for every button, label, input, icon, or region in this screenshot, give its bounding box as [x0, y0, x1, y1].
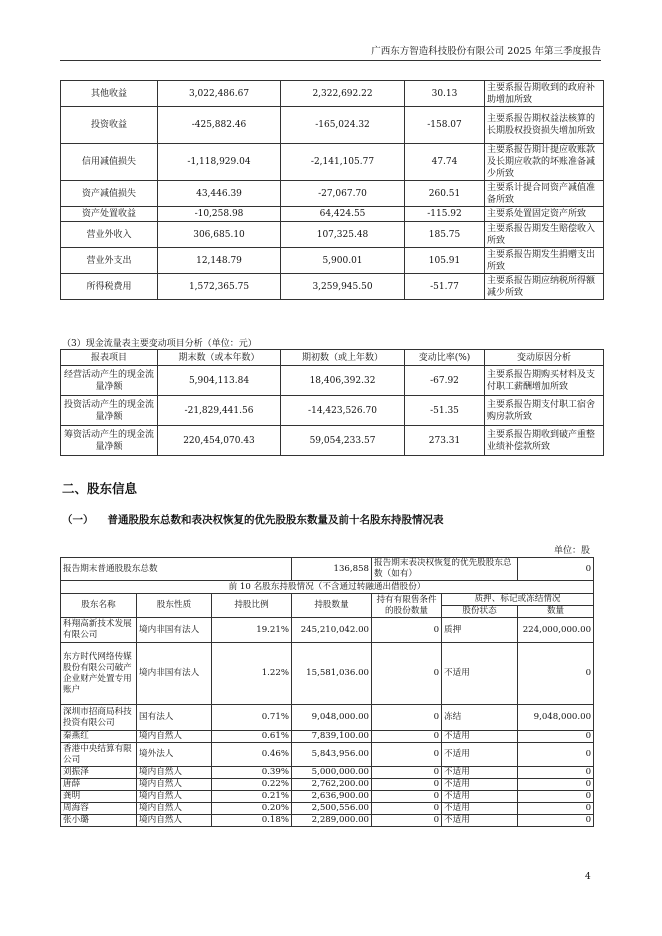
table-row [61, 767, 594, 779]
income-cell: 主要系报告期应纳税所得额减少所致 [485, 274, 604, 300]
cashflow-cell: 筹资活动产生的现金流量净额 [61, 426, 158, 456]
cashflow-table [60, 349, 604, 456]
header-rule [60, 60, 601, 61]
shareholder-cell: 不适用 [442, 815, 518, 827]
shareholder-cell: 0.71% [212, 705, 292, 731]
table-row [61, 815, 594, 827]
shareholder-cell: 0 [518, 767, 594, 779]
header-status: 股份状态 [442, 606, 518, 618]
income-cell: -51.77 [405, 274, 485, 300]
table-row [61, 274, 604, 300]
shareholder-cell: 秦燕红 [61, 731, 137, 743]
page-number: 4 [585, 872, 591, 882]
table-row [61, 791, 594, 803]
shareholder-cell: 不适用 [442, 803, 518, 815]
income-cell: 105.91 [405, 248, 485, 274]
shareholder-cell: 境内自然人 [137, 767, 212, 779]
cashflow-header: 期初数（或上年数） [281, 350, 405, 366]
income-cell: 3,022,486.67 [158, 81, 281, 107]
table-row [61, 618, 594, 643]
shareholder-cell: 0 [372, 779, 442, 791]
shareholder-cell: 0 [372, 643, 442, 705]
header-restricted: 持有有限售条件的股份数量 [372, 594, 442, 618]
shareholder-cell: 245,210,042.00 [292, 618, 372, 643]
cashflow-header: 变动比率(%) [405, 350, 485, 366]
cashflow-note: （3）现金流量表主要变动项目分析（单位：元） [62, 339, 257, 349]
header-nature: 股东性质 [137, 594, 212, 618]
shareholder-cell: 0.22% [212, 779, 292, 791]
income-cell: 主要系处置固定资产所致 [485, 207, 604, 222]
shareholder-cell: 224,000,000.00 [518, 618, 594, 643]
shareholder-cell: 0 [372, 731, 442, 743]
shareholder-cell: 0.46% [212, 743, 292, 767]
shareholder-cell: 0 [372, 791, 442, 803]
income-cell: -1,118,929.04 [158, 144, 281, 181]
shareholder-cell: 刘振泽 [61, 767, 137, 779]
shareholder-cell: 19.21% [212, 618, 292, 643]
shareholder-cell: 0 [372, 815, 442, 827]
shareholder-cell: 0 [372, 618, 442, 643]
shareholder-cell: 周海容 [61, 803, 137, 815]
table-row [61, 248, 604, 274]
total-shareholders-value: 136,858 [292, 558, 372, 581]
header-qty: 持股数量 [292, 594, 372, 618]
cashflow-cell: -14,423,526.70 [281, 396, 405, 426]
cashflow-cell: -21,829,441.56 [158, 396, 281, 426]
subsection-number: （一） [62, 514, 94, 526]
shareholder-cell: 0 [372, 767, 442, 779]
income-cell: 5,900.01 [281, 248, 405, 274]
table-row [61, 207, 604, 222]
shareholder-cell: 2,500,556.00 [292, 803, 372, 815]
income-cell: 260.51 [405, 181, 485, 207]
table-row [61, 107, 604, 144]
shareholder-cell: 境内自然人 [137, 779, 212, 791]
cashflow-cell: 主要系报告期购买材料及支付职工薪酬增加所致 [485, 366, 604, 396]
shareholder-cell: 0 [518, 743, 594, 767]
shareholder-cell: 9,048,000.00 [518, 705, 594, 731]
shareholder-cell: 0.20% [212, 803, 292, 815]
shareholder-cell: 张小璐 [61, 815, 137, 827]
shareholder-cell: 深圳市招商局科技投资有限公司 [61, 705, 137, 731]
income-cell: 30.13 [405, 81, 485, 107]
shareholder-cell: 东方时代网络传媒股份有限公司破产企业财产处置专用账户 [61, 643, 137, 705]
income-cell: 主要系报告期权益法核算的长期股权投资损失增加所致 [485, 107, 604, 144]
income-cell: 信用减值损失 [61, 144, 158, 181]
cashflow-cell: 主要系报告期支付职工宿舍购房款所致 [485, 396, 604, 426]
table-row [61, 396, 604, 426]
shareholder-cell: 唐薛 [61, 779, 137, 791]
header-ratio: 持股比例 [212, 594, 292, 618]
shareholder-cell: 不适用 [442, 779, 518, 791]
shareholder-cell: 不适用 [442, 767, 518, 779]
preferred-shareholders-label: 报告期末表决权恢复的优先股股东总数（如有） [372, 558, 518, 581]
shareholder-cell: 0 [372, 705, 442, 731]
shareholder-cell: 15,581,036.00 [292, 643, 372, 705]
income-cell: 资产处置收益 [61, 207, 158, 222]
page-header-title: 广西东方智造科技股份有限公司 2025 年第三季度报告 [371, 46, 601, 57]
income-cell: 主要系报告期收到的政府补助增加所致 [485, 81, 604, 107]
income-cell: -27,067.70 [281, 181, 405, 207]
shareholder-cell: 0.18% [212, 815, 292, 827]
shareholder-cell: 不适用 [442, 731, 518, 743]
shareholder-cell: 境内自然人 [137, 803, 212, 815]
shareholder-cell: 2,636,900.00 [292, 791, 372, 803]
cashflow-cell: 220,454,070.43 [158, 426, 281, 456]
shareholder-table [60, 557, 594, 827]
income-cell: 107,325.48 [281, 222, 405, 248]
shareholder-cell: 境内非国有法人 [137, 643, 212, 705]
table-row [61, 803, 594, 815]
shareholder-cell: 0 [518, 791, 594, 803]
shareholder-cell: 国有法人 [137, 705, 212, 731]
cashflow-cell: 主要系报告期收到破产重整业绩补偿款所致 [485, 426, 604, 456]
cashflow-header: 期末数（或本年数） [158, 350, 281, 366]
shareholder-cell: 5,000,000.00 [292, 767, 372, 779]
section-title: 二、股东信息 [62, 481, 138, 496]
shareholder-cell: 境内自然人 [137, 791, 212, 803]
cashflow-cell: 273.31 [405, 426, 485, 456]
income-cell: 306,685.10 [158, 222, 281, 248]
top10-title: 前 10 名股东持股情况（不含通过转融通出借股份） [61, 581, 594, 594]
subsection-text: 普通股股东总数和表决权恢复的优先股股东数量及前十名股东持股情况表 [107, 514, 444, 526]
preferred-shareholders-value: 0 [518, 558, 594, 581]
shareholder-cell: 2,289,000.00 [292, 815, 372, 827]
income-cell: 2,322,692.22 [281, 81, 405, 107]
table-row [61, 643, 594, 705]
shareholder-cell: 0 [518, 779, 594, 791]
income-cell: 64,424.55 [281, 207, 405, 222]
cashflow-cell: 18,406,392.32 [281, 366, 405, 396]
cashflow-cell: -51.35 [405, 396, 485, 426]
income-cell: 3,259,945.50 [281, 274, 405, 300]
table-row [61, 731, 594, 743]
shareholder-cell: 0 [518, 731, 594, 743]
shareholder-cell: 科翔高新技术发展有限公司 [61, 618, 137, 643]
shareholder-cell: 1.22% [212, 643, 292, 705]
header-name: 股东名称 [61, 594, 137, 618]
total-shareholders-label: 报告期末普通股股东总数 [61, 558, 292, 581]
income-cell: 营业外支出 [61, 248, 158, 274]
shareholder-cell: 质押 [442, 618, 518, 643]
table-row [61, 366, 604, 396]
income-cell: 营业外收入 [61, 222, 158, 248]
shareholder-cell: 冻结 [442, 705, 518, 731]
shareholder-cell: 0.61% [212, 731, 292, 743]
shareholder-cell: 5,843,956.00 [292, 743, 372, 767]
table-row [61, 743, 594, 767]
income-cell: 47.74 [405, 144, 485, 181]
shareholder-cell: 0.21% [212, 791, 292, 803]
shareholder-cell: 不适用 [442, 643, 518, 705]
shareholder-cell: 不适用 [442, 743, 518, 767]
table-row [61, 222, 604, 248]
income-cell: 1,572,365.75 [158, 274, 281, 300]
cashflow-cell: 5,904,113.84 [158, 366, 281, 396]
income-cell: 43,446.39 [158, 181, 281, 207]
table-row [61, 144, 604, 181]
header-count: 数量 [518, 606, 594, 618]
income-cell: 所得税费用 [61, 274, 158, 300]
income-cell: 投资收益 [61, 107, 158, 144]
unit-label: 单位：股 [553, 546, 590, 556]
shareholder-cell: 0 [518, 815, 594, 827]
table-row [61, 181, 604, 207]
income-cell: 185.75 [405, 222, 485, 248]
shareholder-cell: 不适用 [442, 791, 518, 803]
cashflow-header: 报表项目 [61, 350, 158, 366]
shareholder-cell: 香港中央结算有限公司 [61, 743, 137, 767]
cashflow-cell: 投资活动产生的现金流量净额 [61, 396, 158, 426]
table-row [61, 81, 604, 107]
shareholder-cell: 0 [372, 743, 442, 767]
income-cell: -10,258.98 [158, 207, 281, 222]
income-cell: 主要系报告期计提应收账款及长期应收款的坏账准备减少所致 [485, 144, 604, 181]
shareholder-cell: 境内非国有法人 [137, 618, 212, 643]
table-row [61, 426, 604, 456]
income-cell: 资产减值损失 [61, 181, 158, 207]
shareholder-cell: 0.39% [212, 767, 292, 779]
shareholder-cell: 0 [518, 803, 594, 815]
income-cell: 12,148.79 [158, 248, 281, 274]
shareholder-cell: 0 [518, 643, 594, 705]
income-cell: -165,024.32 [281, 107, 405, 144]
income-cell: -425,882.46 [158, 107, 281, 144]
income-cell: -158.07 [405, 107, 485, 144]
shareholder-cell: 2,762,200.00 [292, 779, 372, 791]
shareholder-cell: 0 [372, 803, 442, 815]
table-row [61, 779, 594, 791]
income-cell: 主要系计提合同资产减值准备所致 [485, 181, 604, 207]
income-cell: 主要系报告期发生捐赠支出所致 [485, 248, 604, 274]
shareholder-cell: 境内自然人 [137, 731, 212, 743]
cashflow-cell: -67.92 [405, 366, 485, 396]
shareholder-cell: 境外法人 [137, 743, 212, 767]
shareholder-cell: 7,839,100.00 [292, 731, 372, 743]
shareholder-cell: 龚明 [61, 791, 137, 803]
income-cell: 主要系报告期发生赔偿收入所致 [485, 222, 604, 248]
subsection-title [62, 512, 444, 527]
income-cell: 其他收益 [61, 81, 158, 107]
shareholder-cell: 境内自然人 [137, 815, 212, 827]
header-pledge: 质押、标记或冻结情况 [442, 594, 594, 606]
cashflow-header: 变动原因分析 [485, 350, 604, 366]
table-row [61, 705, 594, 731]
shareholder-cell: 9,048,000.00 [292, 705, 372, 731]
income-cell: -115.92 [405, 207, 485, 222]
income-statement-table [60, 80, 604, 300]
income-cell: -2,141,105.77 [281, 144, 405, 181]
cashflow-cell: 59,054,233.57 [281, 426, 405, 456]
cashflow-cell: 经营活动产生的现金流量净额 [61, 366, 158, 396]
